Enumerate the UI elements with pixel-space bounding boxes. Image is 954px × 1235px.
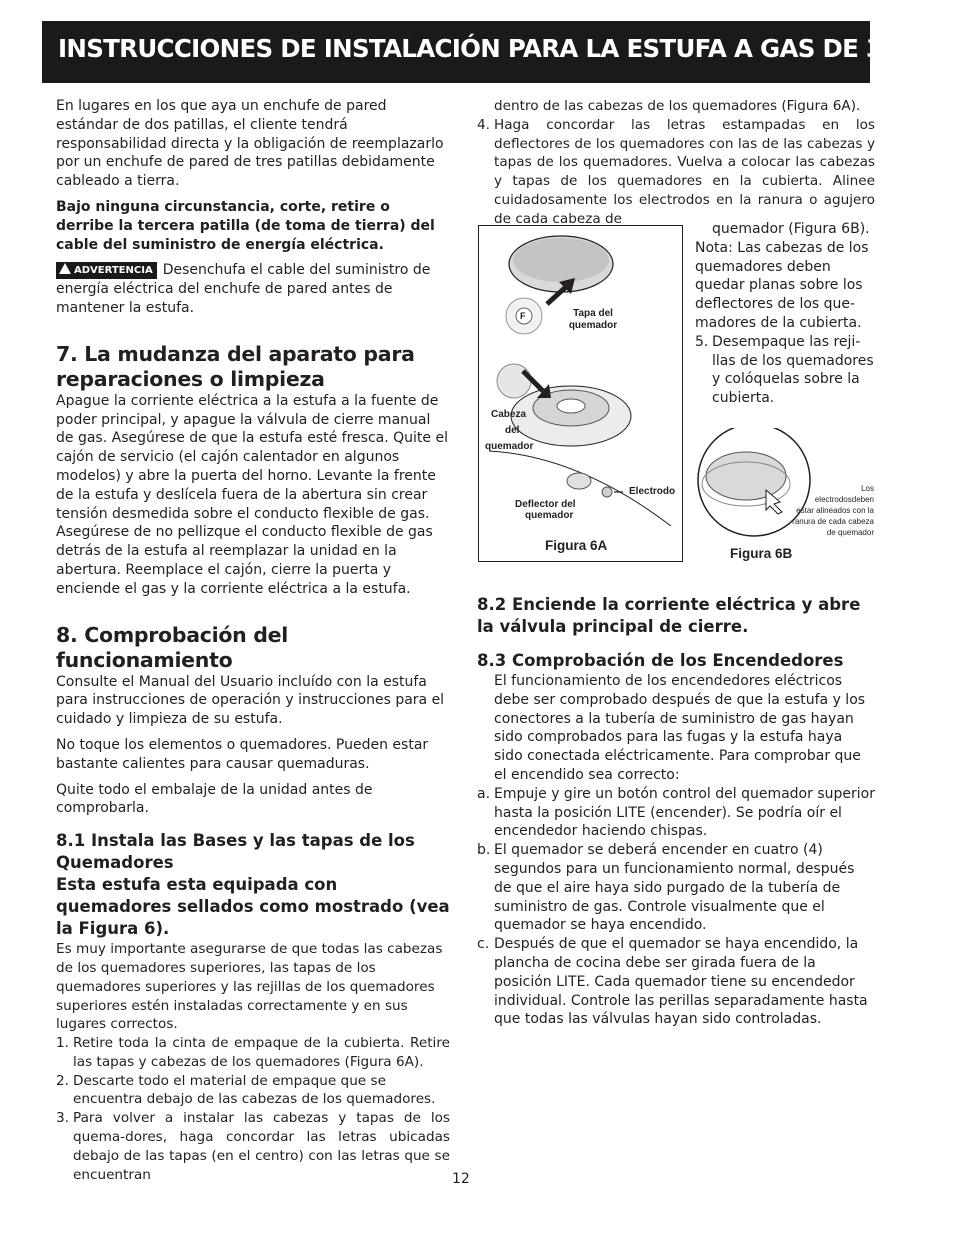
deflector-center xyxy=(567,473,591,489)
step-4: 4. Haga concordar las letras estampadas en los deflectores de los quemadores con las de las cabezas y tapas de los quemadores. Vuelva a colocar las cabezas y tapas de los quemadores en la cubierta. Alinee cuidadosamente los electrodos en la ranura o agujero de cada cabeza de xyxy=(477,116,875,227)
figure-6b-label: Figura 6B xyxy=(730,546,793,561)
label-burner-head-1: Cabeza xyxy=(491,409,527,420)
burner-top-shape xyxy=(706,452,786,500)
page-title: INSTRUCCIONES DE INSTALACIÓN PARA LA ESTUFA A GAS DE 36" xyxy=(58,34,911,63)
section-8-title: 8. Comprobación del funcionamiento xyxy=(56,622,288,672)
section-8-3-text: El funcionamiento de los encendedores eléctricos debe ser comprobado después de que la estufa y los conectores a la tubería de suministro de gas hayan sido comprobados para las fugas y la estufa haya sido conectada eléctricamente. Para comprobar que el encendido sea correcto: xyxy=(494,673,866,783)
list-item: c. Después de que el quemador se haya encendido, la plancha de cocina debe ser girada fuera de la posición LITE. Cada quemador tiene su encendedor individual. Controle las perillas separadamente hasta que todas las válvulas hayan sido controladas. xyxy=(477,936,868,1028)
label-electrode: Electrodo xyxy=(629,486,676,497)
grounding-warning: Bajo ninguna circunstancia, corte, retire o derribe la tercera patilla (de toma de tierra) del cable del suministro de energía eléctrica. xyxy=(56,198,435,253)
section-8-1-title: 8.1 Instala las Bases y las tapas de los Quemadores xyxy=(56,831,415,873)
igniter-steps xyxy=(477,785,875,1029)
burner-head-center xyxy=(557,399,585,413)
list-item: 3. Para volver a instalar las cabezas y tapas de los quema-dores, haga concordar las letras ubicadas debajo de las tapas (en el centro) con las letras que se encuentran xyxy=(56,1110,450,1183)
label-deflector-1: Deflector del xyxy=(515,499,576,510)
section-7-text: Apague la corriente eléctrica a la estufa a la fuente de poder principal, y apague la válvula de cierre manual de gas. Asegúrese de que la estufa esté fresca. Quite el cajón de servicio (el cajón calentador en algunos modelos) y abre la puerta del horno. Levante la frente de la estufa y deslícela fuera de la abertura sin crear tensión desmedida sobre el conducto flexible de gas. Asegúrese de no pellizque el conducto flexible de gas detrás de la estufa al reemplazar la unidad en la abertura. Reemplace el cajón, cierre la puerta y enciende el gas y la corriente eléctrica a la estufa. xyxy=(56,392,448,597)
note-line-2: electrodosdeben xyxy=(814,495,874,504)
section-8-paragraph-3: Quite todo el embalaje de la unidad antes de comprobarla. xyxy=(56,781,373,817)
head-letter-shape xyxy=(497,364,531,398)
right-column-top xyxy=(477,97,875,229)
list-item: a. Empuje y gire un botón control del quemador superior hasta la posición LITE (encender). Se podría oír el encendedor haciendo chispas. xyxy=(477,785,875,840)
note-line-3: estar alineados con la xyxy=(796,506,874,515)
label-burner-head-3: quemador xyxy=(485,441,534,452)
label-deflector-2: quemador xyxy=(525,510,574,521)
install-steps xyxy=(56,1034,450,1184)
warning-paragraph xyxy=(56,261,450,317)
note-line-4: ranura de cada cabeza xyxy=(792,517,874,526)
burner-cap-top xyxy=(513,238,609,282)
electrode-shape xyxy=(602,487,612,497)
list-item: 1. Retire toda la cinta de empaque de la cubierta. Retire las tapas y cabezas de los quemadores (Figura 6A). xyxy=(56,1035,450,1070)
step-3-continued: dentro de las cabezas de los quemadores (Figura 6A). xyxy=(494,98,861,114)
page-number: 12 xyxy=(452,1171,470,1187)
section-8-paragraph-2: No toque los elementos o quemadores. Pueden estar bastante calientes para causar quemaduras. xyxy=(56,736,429,772)
section-8-3-title: 8.3 Comprobación de los Encendedores xyxy=(477,651,844,670)
letter-cap: F xyxy=(520,311,526,321)
label-burner-head-2: del xyxy=(505,425,520,436)
left-column xyxy=(56,97,450,1184)
section-8-1-subtitle: Esta estufa esta equipada con quemadores sellados como mostrado (vea la Figura 6). xyxy=(56,875,450,939)
section-7-title: 7. La mudanza del aparato para reparaciones o limpieza xyxy=(56,341,415,391)
list-item: 2. Descarte todo el material de empaque que se encuentra debajo de las cabezas de los quemadores. xyxy=(56,1072,436,1108)
warning-triangle-icon xyxy=(59,263,71,274)
figure-6b xyxy=(696,428,874,568)
figure-6a xyxy=(478,225,683,562)
side-text xyxy=(695,220,875,408)
label-burner-cap: Tapa del quemador xyxy=(568,308,618,331)
step-4-continued: quemador (Figura 6B). xyxy=(712,221,870,237)
step-5: 5. Desempaque las reji-llas de los quemadores y colóquelas sobre la cubierta. xyxy=(695,333,874,407)
burner-note: Nota: Las cabezas de los quemadores deben quedar planas sobre los deflectores de los que-madores de la cubierta. xyxy=(695,239,869,331)
section-8-paragraph-1: Consulte el Manual del Usuario incluído con la estufa para instrucciones de operación y instrucciones para el cuidado y limpieza de su estufa. xyxy=(56,673,445,728)
section-8-1-text: Es muy importante asegurarse de que todas las cabezas de los quemadores superiores, las tapas de los quemadores superiores y las rejillas de los quemadores superiores estén instaladas correctamente y en sus lugares correctos. xyxy=(56,941,443,1033)
figure-6a-label: Figura 6A xyxy=(545,538,608,553)
intro-paragraph: En lugares en los que aya un enchufe de pared estándar de dos patillas, el cliente tendrá responsabilidad directa y la obligación de reemplazarlo por un enchufe de pared de tres patillas debidamente cableado a tierra. xyxy=(56,98,444,190)
section-8-2-title: 8.2 Enciende la corriente eléctrica y abre la válvula principal de cierre. xyxy=(477,595,861,636)
burner-exploded-diagram xyxy=(479,226,682,561)
right-column-bottom xyxy=(477,594,875,1029)
list-item: b. El quemador se deberá encender en cuatro (4) segundos para un funcionamiento normal, después de que el aire haya sido purgado de la tubería de suministro de gas. Controle visualmente que el quemador se haya encendido. xyxy=(477,842,855,934)
page-header xyxy=(42,21,911,83)
note-line-1: Los xyxy=(861,484,874,493)
warning-badge-label: ADVERTENCIA xyxy=(74,265,153,277)
note-line-5: de quemador xyxy=(826,528,874,537)
warning-badge xyxy=(56,262,157,279)
warning-text: Desenchufa el cable del suministro de energía eléctrica del enchufe de pared antes de mantener la estufa. xyxy=(56,262,431,316)
